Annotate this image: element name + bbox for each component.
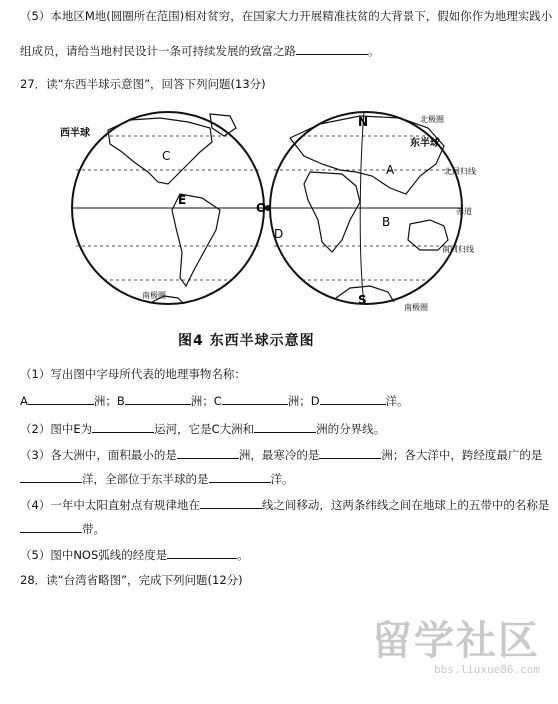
label-N: N: [358, 115, 369, 129]
label-equator: 赤道: [456, 207, 472, 216]
hemispheres-map: [60, 102, 480, 330]
watermark-brand: 留学社区: [372, 618, 540, 664]
label-O: O: [256, 201, 267, 215]
answer-blank[interactable]: [92, 420, 154, 433]
label-tropic-capricorn: 南回归线: [442, 245, 474, 254]
label-eastern-hemisphere: 东半球: [410, 138, 440, 149]
q27-sub1: （1）写出图中字母所代表的地理事物名称：: [20, 367, 246, 381]
answer-blank[interactable]: [20, 520, 82, 533]
q27-sub4-line2: 带。: [20, 520, 105, 537]
label-south-polar-east: 南极圈: [404, 303, 428, 312]
answer-blank-B[interactable]: [125, 392, 191, 405]
label-north-polar: 北极圈: [420, 115, 444, 124]
q5-line-1: （5）本地区M地(圆圈所在范围)相对贫穷，在国家大力开展精准扶贫的大背景下，假如你作为地理实践小: [20, 9, 553, 23]
greenland-outline: [210, 114, 236, 136]
western-hemisphere: [60, 112, 267, 304]
q5-line-2: 组成员，请给当地村民设计一条可持续发展的致富之路 。: [20, 44, 380, 58]
watermark-url: bbs.liuxue86.com: [434, 663, 540, 676]
answer-blank-D[interactable]: [320, 392, 386, 405]
africa-outline: [304, 172, 360, 252]
answer-blank[interactable]: [209, 470, 271, 483]
label-tropic-cancer: 北回归线: [444, 167, 476, 176]
answer-blank[interactable]: [200, 496, 262, 509]
q27-sub1-answers: A 洲；B 洲；C 洲；D 洋。: [20, 394, 409, 408]
label-B: B: [382, 215, 391, 229]
q27-title: 27．读“东西半球示意图”，回答下列问题(13分): [20, 77, 266, 91]
label-south-polar-west: 南极圈: [142, 291, 166, 300]
answer-blank-C[interactable]: [222, 392, 288, 405]
answer-blank[interactable]: [20, 470, 82, 483]
label-A: A: [386, 163, 395, 177]
label-western-hemisphere: 西半球: [60, 128, 90, 139]
label-E: E: [178, 193, 187, 207]
eastern-hemisphere: [270, 112, 476, 312]
q28-title: 28．读“台湾省略图”，完成下列问题(12分): [20, 573, 243, 587]
q27-sub3-line1: （3）各大洲中，面积最小的是 洲，最寒冷的是 洲；各大洋中，跨经度最广的是: [20, 448, 543, 462]
label-C: C: [162, 149, 171, 163]
answer-blank-A[interactable]: [28, 392, 94, 405]
label-S: S: [358, 293, 367, 307]
q27-sub3-line2: 洋，全部位于东半球的是 洋。: [20, 470, 294, 487]
watermark: [372, 619, 540, 676]
q27-sub2: （2）图中E为 运河，它是C大洲和 洲的分界线。: [20, 422, 386, 436]
figure-caption: 图4 东西半球示意图: [178, 333, 315, 349]
answer-blank[interactable]: [167, 546, 237, 559]
answer-blank[interactable]: [296, 42, 368, 55]
label-D: D: [274, 227, 284, 241]
north-america-outline: [108, 118, 212, 184]
q27-sub4-line1: （4）一年中太阳直射点有规律地在 线之间移动，这两条纬线之间在地球上的五带中的名称是: [20, 498, 550, 512]
q27-sub5: （5）图中NOS弧线的经度是 。: [20, 548, 249, 562]
answer-blank[interactable]: [319, 446, 381, 459]
answer-blank[interactable]: [177, 446, 239, 459]
answer-blank[interactable]: [254, 420, 316, 433]
